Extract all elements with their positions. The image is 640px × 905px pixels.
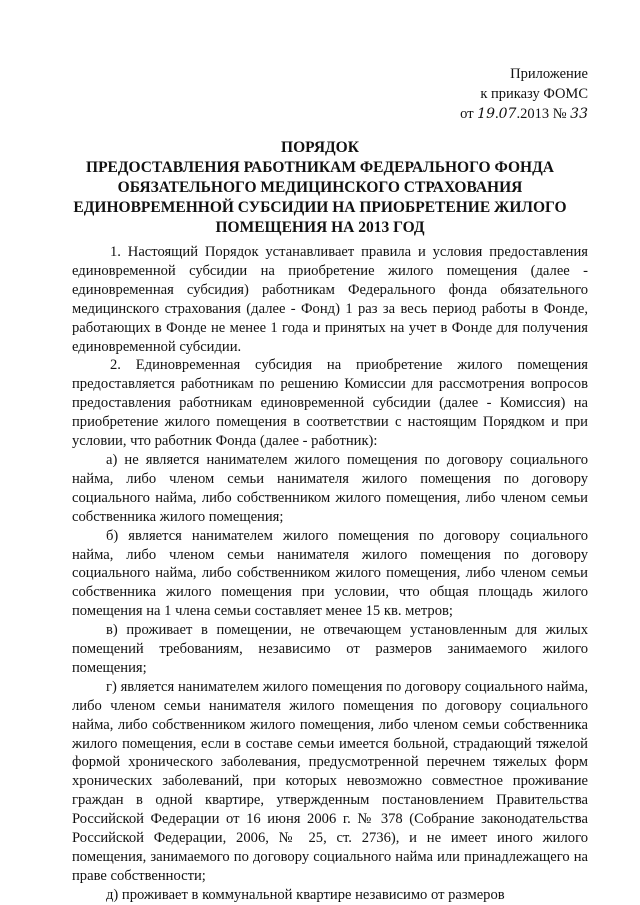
- title-line-3: ОБЯЗАТЕЛЬНОГО МЕДИЦИНСКОГО СТРАХОВАНИЯ: [117, 179, 523, 196]
- document-title: [60, 138, 580, 238]
- list-item-d: д) проживает в коммунальной квартире независимо от размеров: [106, 886, 505, 903]
- list-item-b: б) является нанимателем жилого помещения по договору социального найма, либо членом семьи нанимателя жилого помещения по договору социального найма, либо собственником жилого помещения, либо членом семьи собственника жилого помещения при условии, что общая площадь жилого помещения на 1 члена семьи составляет менее 15 кв. метров;: [72, 527, 588, 620]
- handwritten-order-number: 33: [570, 106, 588, 122]
- title-line-5: ПОМЕЩЕНИЯ НА 2013 ГОД: [215, 219, 425, 236]
- list-item-g: г) является нанимателем жилого помещения по договору социального найма, либо членом семьи нанимателя жилого помещения по договору социального найма, либо собственником жилого помещения, либо членом семьи собственника жилого помещения, если в составе семьи имеется больной, страдающий тяжелой формой хронического заболевания, предусмотренной перечнем тяжелых форм хронических заболеваний, при которых невозможно совместное проживание граждан в одной квартире, утвержденным постановлением Правительства Российской Федерации от 16 июня 2006 г. № 378 (Собрание законодательства Российской Федерации, 2006, № 25, ст. 2736), и не имеет иного жилого помещения, занимаемого по договору социального найма или принадлежащего на праве собственности;: [72, 678, 588, 884]
- date-separator: .: [495, 106, 499, 122]
- title-line-4: ЕДИНОВРЕМЕННОЙ СУБСИДИИ НА ПРИОБРЕТЕНИЕ ЖИЛОГО: [73, 199, 567, 216]
- date-year: .2013 №: [516, 106, 567, 122]
- handwritten-month: 07: [498, 106, 517, 122]
- date-prefix: от: [460, 106, 474, 122]
- list-item-v: в) проживает в помещении, не отвечающем установленным для жилых помещений требованиям, независимо от размеров занимаемого жилого помещения;: [72, 622, 588, 676]
- list-item-a: а) не является нанимателем жилого помещения по договору социального найма, либо членом семьи нанимателя жилого помещения по договору социального найма, либо собственником жилого помещения, либо членом семьи собственника жилого помещения;: [72, 451, 588, 525]
- order-date-line: [460, 104, 588, 124]
- paragraph-2: 2. Единовременная субсидия на приобретение жилого помещения предоставляется работникам по решению Комиссии для рассмотрения вопросов предоставления работникам единовременной субсидии (далее - Комиссия) на приобретение жилого помещения в соответствии с настоящим Порядком и при условии, что работник Фонда (далее - работник):: [72, 357, 588, 450]
- handwritten-day: 19: [477, 106, 495, 122]
- document-body: [72, 243, 588, 905]
- paragraph-1: 1. Настоящий Порядок устанавливает правила и условия предоставления единовременной субсидии на приобретение жилого помещения (далее - единовременная субсидия) работникам Федерального фонда обязательного медицинского страхования (далее - Фонд) 1 раз за весь период работы в Фонде, работающих в Фонде не менее 1 года и принятых на учет в Фонде для получения единовременной субсидии.: [72, 244, 588, 355]
- appendix-label: Приложение: [510, 66, 588, 82]
- order-reference: к приказу ФОМС: [480, 86, 588, 102]
- appendix-header: [460, 64, 588, 124]
- title-line-2: ПРЕДОСТАВЛЕНИЯ РАБОТНИКАМ ФЕДЕРАЛЬНОГО ФОНДА: [86, 159, 554, 176]
- title-line-1: ПОРЯДОК: [281, 139, 359, 156]
